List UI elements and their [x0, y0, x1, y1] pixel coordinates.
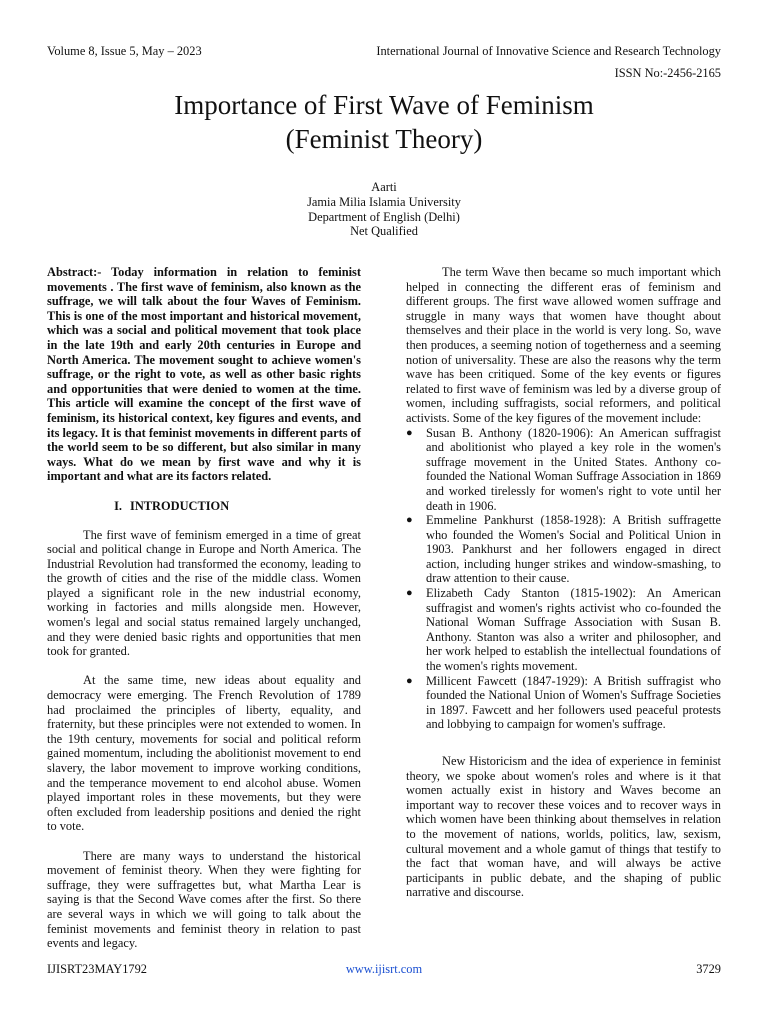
abstract: Abstract:- Today information in relation to feminist movements . The first wave of feminism, also known as the suffrage, we will talk about the four Waves of Feminism. This is one of the most important and historical movement, which was a social and political movement that took place in the late 19th and early 20th centuries in Europe and North America. The movement sought to achieve women's suffrage, or the right to vote, as well as other basic rights and opportunities that were denied to women at the time. This article will examine the concept of the first wave of feminism, its historical context, key figures and events, and its legacy. It is that feminist movements in different parts of the world seem to be so different, but also similar in many ways. What do we mean by first wave and why it is important and what are its factors related. [47, 265, 361, 484]
key-figures-list [406, 426, 721, 732]
list-item [406, 426, 721, 514]
author-qualification: Net Qualified [350, 224, 418, 239]
list-item [406, 586, 721, 674]
bullet-icon: ● [406, 587, 413, 600]
author-department: Department of English (Delhi) [308, 209, 460, 224]
section-title: INTRODUCTION [130, 498, 230, 513]
paragraph: The first wave of feminism emerged in a time of great social and political change in Europe and North America. The Industrial Revolution had transformed the economy, leading to the growth of cities and the rise of the middle class. Women played a significant role in the new industrial economy, working in factories and mills alongside men. However, women's legal and social status remained largely unchanged, and they were denied basic rights and opportunities that men took for granted. [47, 527, 361, 659]
header-volume: Volume 8, Issue 5, May – 2023 [47, 44, 202, 58]
left-column [47, 265, 361, 951]
footer-website-link[interactable]: www.ijisrt.com [345, 962, 423, 976]
title-line-2: (Feminist Theory) [285, 124, 483, 154]
paragraph: At the same time, new ideas about equality and democracy were emerging. The French Revolution of 1789 had proclaimed the principles of liberty, equality, and fraternity, but these principles were not extended to women. In the 19th century, movements for social and political reform gained momentum, including the abolitionist movement to end slavery, the labor movement to improve working conditions, and the temperance movement to end alcohol abuse. Women played important roles in these movements, but they were often excluded from leadership positions and denied the right to vote. [47, 673, 361, 834]
section-number: I. [114, 498, 122, 513]
header-journal: International Journal of Innovative Science and Research Technology [376, 44, 721, 58]
section-heading [47, 499, 361, 514]
right-column [406, 265, 721, 900]
list-item-text: Emmeline Pankhurst (1858-1928): A British suffragette who founded the Women's Social and Political Union in 1903. Pankhurst and her followers engaged in direct action, including hunger strikes and window-smashing, to draw attention to their cause. [426, 513, 721, 586]
title-line-1: Importance of First Wave of Feminism [174, 90, 594, 120]
paragraph: There are many ways to understand the historical movement of feminist theory. When they were fighting for suffrage, they were suffragettes but, what Martha Lear is saying is that the Second Wave comes after the first. So there are several ways in which we will going to talk about the feminist movements and feminist theory in relation to past events and legacy. [47, 848, 361, 951]
list-item-text: Millicent Fawcett (1847-1929): A British suffragist who founded the National Union of Women's Suffrage Societies in 1897. Fawcett and her followers used peaceful protests and lobbying to campaign for women's suffrage. [426, 673, 721, 732]
author-affiliation: Jamia Milia Islamia University [307, 194, 461, 209]
paragraph: The term Wave then became so much important which helped in connecting the different eras of feminism and different groups. The first wave allowed women suffrage and struggle in many ways that women have thought about themselves and their place in the world is very long. So, wave then produces, a seeming notion of togetherness and a seeming notion of universality. These are also the reasons why the term wave has been critiqued. Some of the key events or figures related to first wave of feminism was led by a diverse group of women, including suffragists, social reformers, and political activists. Some of the key figures of the movement include: [406, 265, 721, 425]
paper-title [0, 88, 768, 156]
author-name: Aarti [371, 180, 397, 194]
page-number: 3729 [696, 962, 721, 976]
list-item [406, 513, 721, 586]
bullet-icon: ● [406, 514, 413, 527]
paragraph: New Historicism and the idea of experience in feminist theory, we spoke about women's roles and where is it that women actually exist in history and Waves become an important way to recover these voices and to recover ways in which women have been thinking about themselves in relation to the movement of nations, worlds, politics, law, sexism, cultural movement and a whole gamut of things that testify to the fact that woman have, and will always be active participants in public debate, and the shaping of public narrative and discourse. [406, 754, 721, 900]
list-item-text: Susan B. Anthony (1820-1906): An American suffragist and abolitionist who played a key role in the women's suffrage movement in the United States. Anthony co-founded the National Woman Suffrage Association in 1869 and worked tirelessly for women's right to vote until her death in 1906. [426, 425, 721, 513]
bullet-icon: ● [406, 674, 413, 687]
footer-code: IJISRT23MAY1792 [47, 962, 148, 976]
bullet-icon: ● [406, 426, 413, 439]
list-item-text: Elizabeth Cady Stanton (1815-1902): An American suffragist and women's rights activist who co-founded the National Woman Suffrage Association with Susan B. Anthony. Stanton was also a writer and philosopher, and her work helped to establish the intellectual foundations of the women's rights movement. [426, 586, 721, 674]
header-issn: ISSN No:-2456-2165 [614, 66, 721, 80]
author-block [0, 180, 768, 239]
list-item [406, 674, 721, 732]
